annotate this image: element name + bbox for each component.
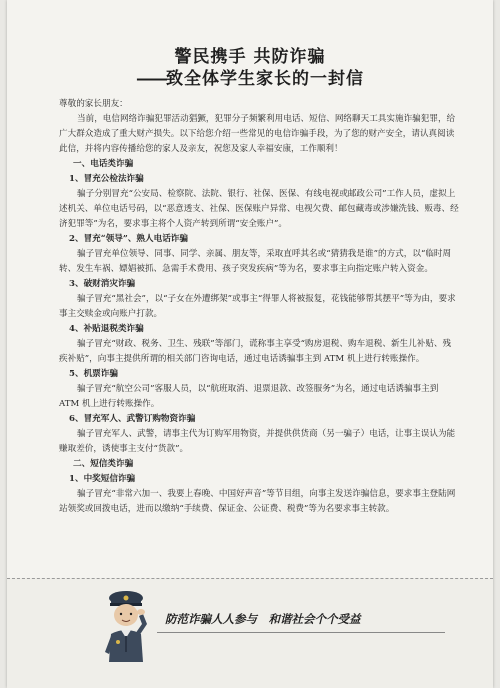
letter-page [7,0,493,688]
section-1-item-4-title: 4、补贴退税类诈骗 [69,324,144,334]
section-1-item-5-title: 5、机票诈骗 [69,369,118,379]
section-2-item-1-title: 1、中奖短信诈骗 [69,474,136,484]
title-line-2 [7,64,493,89]
section-1-item-5-text: 骗子冒充“航空公司”客服人员，以“航班取消、退票退款、改签服务”为名，通过电话诱骗事主到 ATM 机上进行转账操作。 [59,384,439,409]
title-dash: —— [136,69,166,89]
section-1-item-1-text: 骗子分别冒充“公安局、检察院、法院、银行、社保、医保、有线电视或邮政公司”工作人员，虚拟上述机关、单位电话号码，以“恶意透支、社保、医保账户异常、电视欠费、邮包藏毒或涉嫌洗钱、贩毒、经济犯罪等”为名，要求事主将个人资产转到所谓“安全账户”。 [59,189,459,229]
section-2-item-1-text: 骗子冒充“非常六加一、我要上春晚、中国好声音”等节目组，向事主发送诈骗信息，要求事主登陆网站领奖或回拨电话，进而以缴纳“手续费、保证金、公证费、税费”等为名要求事主转款。 [59,489,456,514]
section-1-item-6-title: 6、冒充军人、武警订购物资诈骗 [69,414,196,424]
section-1-item-6-text: 骗子冒充军人、武警，请事主代为订购军用物资，并提供供货商（另一骗子）电话，让事主误认为能赚取差价，诱使事主支付“货款”。 [59,429,456,454]
section-2-heading: 二、短信类诈骗 [73,459,134,469]
footer-band [7,578,493,688]
section-1-heading: 一、电话类诈骗 [73,159,134,169]
section-1-item-4-text: 骗子冒充“财政、税务、卫生、残联”等部门，谎称事主享受“购房退税、购车退税、新生儿补贴、残疾补贴”，向事主提供所谓的相关部门咨询电话，通过电话诱骗事主到 ATM 机上进行转账操作。 [59,339,452,364]
title-line-1: 警民携手 共防诈骗 [174,47,326,67]
section-1-item-1-title: 1、冒充公检法诈骗 [69,174,144,184]
section-1-item-2-title: 2、冒充“领导”、熟人电话诈骗 [69,234,188,244]
intro-paragraph: 当前，电信网络诈骗犯罪活动猖獗，犯罪分子频繁利用电话、短信、网络聊天工具实施诈骗犯罪，给广大群众造成了重大财产损失。以下给您介绍一些常见的电信诈骗手段，为了您的财产安全，请认真阅读此信，并将内容传播给您的家人及亲友，祝您及家人幸福安康，工作顺利！ [59,114,456,154]
section-1-item-3-title: 3、破财消灾诈骗 [69,279,136,289]
title-line-2-text: 致全体学生家长的一封信 [166,69,364,89]
section-1-item-2-text: 骗子冒充单位领导、同事、同学、亲属、朋友等，采取直呼其名或“猜猜我是谁”的方式，以“临时周转、发生车祸、嫖娼被抓、急需手术费用、孩子突发疾病”等为名，要求事主向指定账户转入资金。 [59,249,452,274]
greeting: 尊敬的家长朋友： [59,99,128,109]
footer-slogan: 防范诈骗人人参与 和谐社会个个受益 [157,608,445,633]
section-1-item-3-text: 骗子冒充“黑社会”，以“子女在外遭绑架”或事主“得罪人将被报复，花钱能够帮其摆平”等为由，要求事主交赎金或向账户打款。 [59,294,456,319]
letter-body [59,97,459,517]
police-officer-icon [99,584,153,664]
